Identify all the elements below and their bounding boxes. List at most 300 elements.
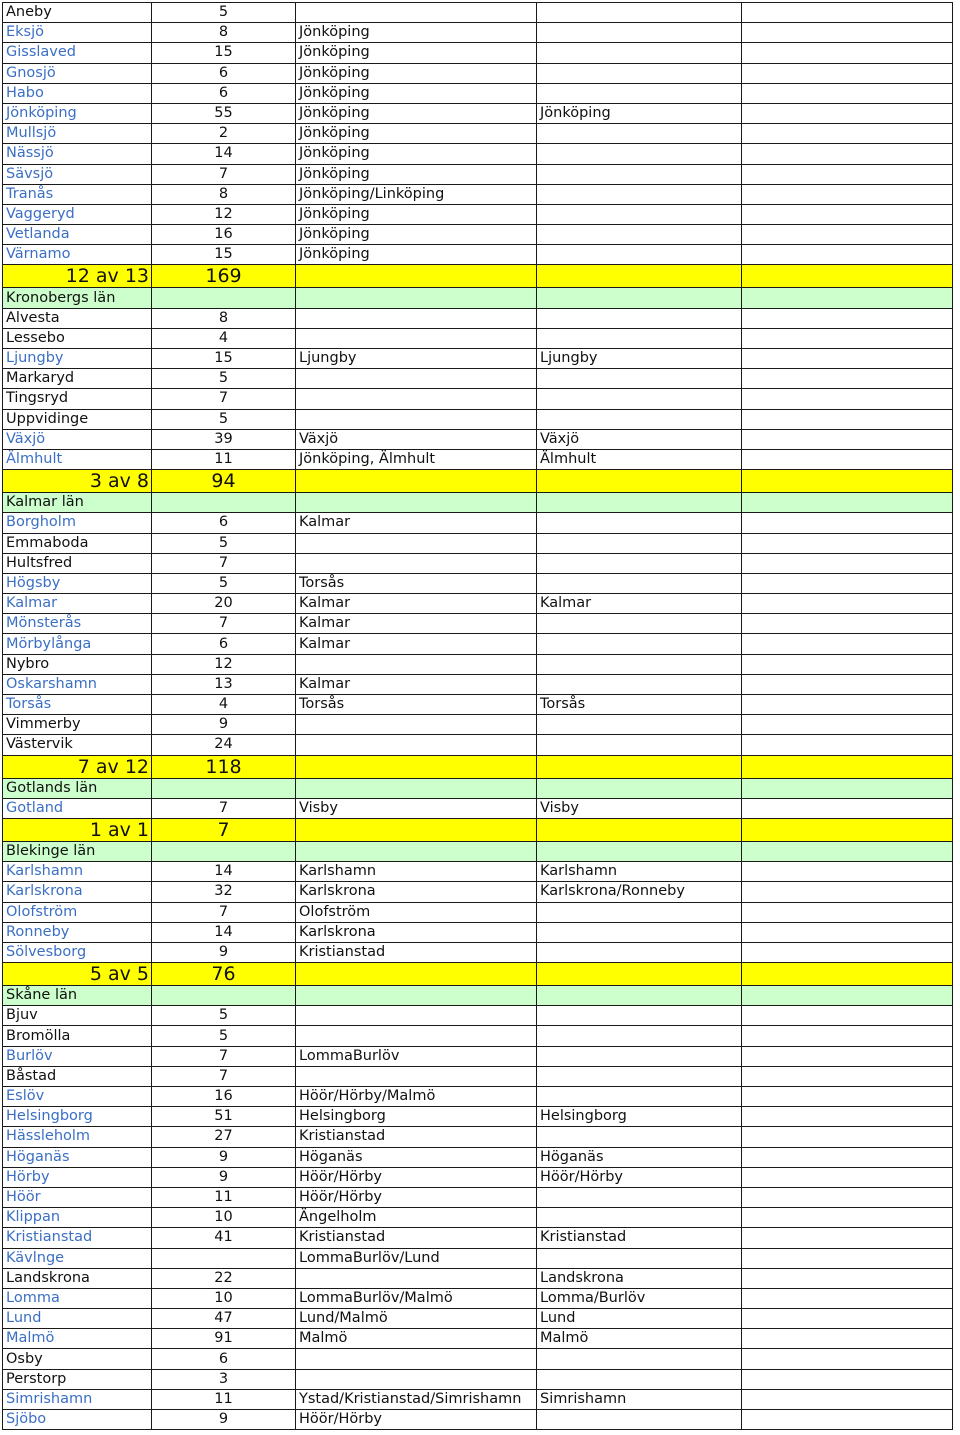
municipality-name-cell[interactable]: Emmaboda [3,533,152,553]
count-cell[interactable]: 32 [152,882,296,902]
location-secondary-cell[interactable] [537,614,742,634]
location-cell[interactable]: Lund/Malmö [296,1309,537,1329]
count-cell[interactable]: 6 [152,513,296,533]
table-cell[interactable] [742,449,953,469]
summary-total-cell[interactable]: 118 [152,755,296,778]
table-cell[interactable] [742,349,953,369]
municipality-name-cell[interactable]: Markaryd [3,369,152,389]
location-secondary-cell[interactable] [537,23,742,43]
location-secondary-cell[interactable]: Simrishamn [537,1389,742,1409]
municipality-name-cell[interactable]: Oskarshamn [3,674,152,694]
table-cell[interactable] [537,470,742,493]
location-cell[interactable]: Visby [296,798,537,818]
location-secondary-cell[interactable] [537,1187,742,1207]
municipality-name-cell[interactable]: Vimmerby [3,715,152,735]
location-cell[interactable]: LommaBurlöv/Malmö [296,1288,537,1308]
municipality-name-cell[interactable]: Tingsryd [3,389,152,409]
table-cell[interactable] [742,922,953,942]
location-cell[interactable]: Jönköping/Linköping [296,184,537,204]
table-cell[interactable] [742,902,953,922]
location-cell[interactable]: Jönköping [296,63,537,83]
municipality-name-cell[interactable]: Kävlnge [3,1248,152,1268]
municipality-name-cell[interactable]: Lessebo [3,328,152,348]
municipality-name-cell[interactable]: Lomma [3,1288,152,1308]
count-cell[interactable]: 5 [152,3,296,23]
location-cell[interactable]: LommaBurlöv [296,1046,537,1066]
location-cell[interactable] [296,308,537,328]
location-secondary-cell[interactable] [537,1208,742,1228]
table-cell[interactable] [152,986,296,1006]
municipality-name-cell[interactable]: Uppvidinge [3,409,152,429]
count-cell[interactable]: 6 [152,1349,296,1369]
count-cell[interactable]: 14 [152,922,296,942]
summary-coverage-cell[interactable]: 1 av 1 [3,818,152,841]
count-cell[interactable]: 6 [152,83,296,103]
location-secondary-cell[interactable] [537,204,742,224]
table-cell[interactable] [152,288,296,308]
table-cell[interactable] [742,1187,953,1207]
location-secondary-cell[interactable]: Kalmar [537,594,742,614]
location-secondary-cell[interactable] [537,902,742,922]
municipality-name-cell[interactable]: Tranås [3,184,152,204]
location-secondary-cell[interactable] [537,328,742,348]
location-secondary-cell[interactable] [537,389,742,409]
municipality-name-cell[interactable]: Klippan [3,1208,152,1228]
municipality-name-cell[interactable]: Perstorp [3,1369,152,1389]
table-cell[interactable] [296,986,537,1006]
municipality-name-cell[interactable]: Malmö [3,1329,152,1349]
table-cell[interactable] [742,1268,953,1288]
location-secondary-cell[interactable] [537,1410,742,1430]
location-cell[interactable]: Helsingborg [296,1107,537,1127]
count-cell[interactable]: 11 [152,1389,296,1409]
municipality-name-cell[interactable]: Mullsjö [3,124,152,144]
count-cell[interactable]: 7 [152,164,296,184]
location-cell[interactable] [296,409,537,429]
count-cell[interactable]: 6 [152,634,296,654]
table-cell[interactable] [742,43,953,63]
table-cell[interactable] [742,103,953,123]
table-cell[interactable] [742,265,953,288]
location-cell[interactable]: LommaBurlöv/Lund [296,1248,537,1268]
count-cell[interactable]: 9 [152,715,296,735]
table-cell[interactable] [742,470,953,493]
location-cell[interactable] [296,1006,537,1026]
municipality-name-cell[interactable]: Nybro [3,654,152,674]
count-cell[interactable]: 15 [152,43,296,63]
count-cell[interactable]: 12 [152,654,296,674]
count-cell[interactable]: 10 [152,1288,296,1308]
municipality-name-cell[interactable]: Ronneby [3,922,152,942]
table-cell[interactable] [537,963,742,986]
location-secondary-cell[interactable] [537,83,742,103]
location-cell[interactable]: Ystad/Kristianstad/Simrishamn [296,1389,537,1409]
location-secondary-cell[interactable] [537,1248,742,1268]
municipality-name-cell[interactable]: Osby [3,1349,152,1369]
municipality-name-cell[interactable]: Vetlanda [3,225,152,245]
count-cell[interactable]: 16 [152,225,296,245]
municipality-name-cell[interactable]: Sävsjö [3,164,152,184]
count-cell[interactable]: 5 [152,533,296,553]
count-cell[interactable]: 7 [152,389,296,409]
location-cell[interactable]: Kalmar [296,614,537,634]
municipality-name-cell[interactable]: Mörbylånga [3,634,152,654]
count-cell[interactable]: 12 [152,204,296,224]
location-secondary-cell[interactable] [537,63,742,83]
table-cell[interactable] [537,986,742,1006]
municipality-name-cell[interactable]: Helsingborg [3,1107,152,1127]
municipality-name-cell[interactable]: Aneby [3,3,152,23]
location-secondary-cell[interactable] [537,513,742,533]
table-cell[interactable] [296,841,537,861]
count-cell[interactable]: 14 [152,144,296,164]
table-cell[interactable] [537,755,742,778]
table-cell[interactable] [152,778,296,798]
table-cell[interactable] [296,470,537,493]
count-cell[interactable]: 6 [152,63,296,83]
location-secondary-cell[interactable] [537,533,742,553]
location-secondary-cell[interactable] [537,184,742,204]
location-cell[interactable]: Jönköping [296,103,537,123]
location-cell[interactable]: Torsås [296,573,537,593]
county-name-cell[interactable]: Blekinge län [3,841,152,861]
table-cell[interactable] [742,1087,953,1107]
location-cell[interactable] [296,1026,537,1046]
table-cell[interactable] [742,755,953,778]
table-cell[interactable] [742,1349,953,1369]
municipality-name-cell[interactable]: Höör [3,1187,152,1207]
table-cell[interactable] [742,164,953,184]
municipality-name-cell[interactable]: Olofström [3,902,152,922]
municipality-name-cell[interactable]: Karlshamn [3,862,152,882]
municipality-name-cell[interactable]: Gnosjö [3,63,152,83]
table-cell[interactable] [742,63,953,83]
table-cell[interactable] [742,1389,953,1409]
table-cell[interactable] [742,308,953,328]
count-cell[interactable]: 9 [152,1147,296,1167]
municipality-name-cell[interactable]: Burlöv [3,1046,152,1066]
table-cell[interactable] [742,144,953,164]
table-cell[interactable] [742,1167,953,1187]
table-cell[interactable] [296,963,537,986]
table-cell[interactable] [742,862,953,882]
location-cell[interactable]: Jönköping [296,164,537,184]
count-cell[interactable]: 9 [152,1167,296,1187]
location-cell[interactable] [296,654,537,674]
table-cell[interactable] [742,553,953,573]
summary-total-cell[interactable]: 7 [152,818,296,841]
count-cell[interactable]: 16 [152,1087,296,1107]
table-cell[interactable] [742,1127,953,1147]
location-cell[interactable]: Växjö [296,429,537,449]
location-secondary-cell[interactable] [537,573,742,593]
municipality-name-cell[interactable]: Lund [3,1309,152,1329]
municipality-name-cell[interactable]: Hässleholm [3,1127,152,1147]
location-cell[interactable]: Karlskrona [296,922,537,942]
count-cell[interactable]: 7 [152,798,296,818]
count-cell[interactable]: 3 [152,1369,296,1389]
count-cell[interactable]: 20 [152,594,296,614]
municipality-name-cell[interactable]: Hultsfred [3,553,152,573]
count-cell[interactable]: 13 [152,674,296,694]
table-cell[interactable] [742,1369,953,1389]
county-name-cell[interactable]: Kronobergs län [3,288,152,308]
count-cell[interactable]: 27 [152,1127,296,1147]
location-cell[interactable] [296,553,537,573]
count-cell[interactable]: 11 [152,449,296,469]
table-cell[interactable] [742,963,953,986]
table-cell[interactable] [742,695,953,715]
table-cell[interactable] [742,1026,953,1046]
municipality-name-cell[interactable]: Sölvesborg [3,942,152,962]
location-secondary-cell[interactable] [537,3,742,23]
municipality-name-cell[interactable]: Högsby [3,573,152,593]
table-cell[interactable] [742,1066,953,1086]
count-cell[interactable]: 5 [152,369,296,389]
location-cell[interactable] [296,1268,537,1288]
table-cell[interactable] [742,942,953,962]
location-cell[interactable]: Jönköping [296,83,537,103]
location-secondary-cell[interactable] [537,553,742,573]
count-cell[interactable]: 7 [152,553,296,573]
table-cell[interactable] [742,818,953,841]
location-cell[interactable]: Torsås [296,695,537,715]
location-cell[interactable]: Jönköping, Älmhult [296,449,537,469]
count-cell[interactable]: 8 [152,184,296,204]
location-secondary-cell[interactable] [537,1066,742,1086]
table-cell[interactable] [742,1046,953,1066]
count-cell[interactable]: 9 [152,1410,296,1430]
location-cell[interactable]: Jönköping [296,204,537,224]
location-secondary-cell[interactable]: Jönköping [537,103,742,123]
municipality-name-cell[interactable]: Gotland [3,798,152,818]
municipality-name-cell[interactable]: Höganäs [3,1147,152,1167]
table-cell[interactable] [537,841,742,861]
table-cell[interactable] [742,533,953,553]
municipality-name-cell[interactable]: Värnamo [3,245,152,265]
location-secondary-cell[interactable]: Malmö [537,1329,742,1349]
location-cell[interactable] [296,389,537,409]
count-cell[interactable]: 5 [152,409,296,429]
table-cell[interactable] [742,184,953,204]
county-name-cell[interactable]: Skåne län [3,986,152,1006]
location-secondary-cell[interactable] [537,124,742,144]
summary-total-cell[interactable]: 94 [152,470,296,493]
location-cell[interactable]: Karlshamn [296,862,537,882]
location-secondary-cell[interactable] [537,735,742,755]
count-cell[interactable]: 8 [152,308,296,328]
municipality-name-cell[interactable]: Kalmar [3,594,152,614]
location-cell[interactable] [296,3,537,23]
location-cell[interactable]: Höganäs [296,1147,537,1167]
location-secondary-cell[interactable] [537,922,742,942]
location-secondary-cell[interactable] [537,715,742,735]
location-secondary-cell[interactable] [537,1026,742,1046]
location-secondary-cell[interactable] [537,1349,742,1369]
count-cell[interactable]: 2 [152,124,296,144]
location-cell[interactable]: Höör/Hörby [296,1167,537,1187]
location-secondary-cell[interactable]: Karlshamn [537,862,742,882]
table-cell[interactable] [537,493,742,513]
summary-total-cell[interactable]: 169 [152,265,296,288]
table-cell[interactable] [742,1228,953,1248]
table-cell[interactable] [742,1248,953,1268]
count-cell[interactable]: 5 [152,573,296,593]
table-cell[interactable] [742,23,953,43]
count-cell[interactable]: 51 [152,1107,296,1127]
location-secondary-cell[interactable]: Torsås [537,695,742,715]
municipality-name-cell[interactable]: Gisslaved [3,43,152,63]
table-cell[interactable] [742,594,953,614]
location-cell[interactable] [296,369,537,389]
table-cell[interactable] [742,1288,953,1308]
location-secondary-cell[interactable]: Kristianstad [537,1228,742,1248]
table-cell[interactable] [296,818,537,841]
location-cell[interactable]: Karlskrona [296,882,537,902]
table-cell[interactable] [742,288,953,308]
location-secondary-cell[interactable] [537,1127,742,1147]
municipality-name-cell[interactable]: Karlskrona [3,882,152,902]
municipality-name-cell[interactable]: Bromölla [3,1026,152,1046]
location-secondary-cell[interactable]: Lomma/Burlöv [537,1288,742,1308]
location-secondary-cell[interactable]: Höör/Hörby [537,1167,742,1187]
table-cell[interactable] [152,493,296,513]
county-name-cell[interactable]: Kalmar län [3,493,152,513]
municipality-name-cell[interactable]: Alvesta [3,308,152,328]
table-cell[interactable] [296,493,537,513]
table-cell[interactable] [742,1147,953,1167]
table-cell[interactable] [742,3,953,23]
table-cell[interactable] [742,614,953,634]
table-cell[interactable] [742,409,953,429]
location-cell[interactable]: Höör/Hörby/Malmö [296,1087,537,1107]
table-cell[interactable] [742,513,953,533]
municipality-name-cell[interactable]: Torsås [3,695,152,715]
location-secondary-cell[interactable] [537,225,742,245]
location-cell[interactable]: Jönköping [296,225,537,245]
count-cell[interactable]: 14 [152,862,296,882]
location-cell[interactable]: Jönköping [296,43,537,63]
municipality-name-cell[interactable]: Ljungby [3,349,152,369]
count-cell[interactable]: 7 [152,902,296,922]
location-cell[interactable]: Jönköping [296,245,537,265]
location-cell[interactable]: Kalmar [296,513,537,533]
location-cell[interactable] [296,1066,537,1086]
location-secondary-cell[interactable] [537,674,742,694]
location-secondary-cell[interactable] [537,1046,742,1066]
table-cell[interactable] [742,369,953,389]
table-cell[interactable] [296,265,537,288]
municipality-name-cell[interactable]: Bjuv [3,1006,152,1026]
count-cell[interactable]: 24 [152,735,296,755]
table-cell[interactable] [742,389,953,409]
location-cell[interactable]: Malmö [296,1329,537,1349]
location-cell[interactable]: Jönköping [296,23,537,43]
location-secondary-cell[interactable]: Höganäs [537,1147,742,1167]
municipality-name-cell[interactable]: Habo [3,83,152,103]
count-cell[interactable]: 7 [152,1046,296,1066]
table-cell[interactable] [296,288,537,308]
location-cell[interactable]: Kristianstad [296,1228,537,1248]
table-cell[interactable] [537,288,742,308]
table-cell[interactable] [742,573,953,593]
table-cell[interactable] [742,1410,953,1430]
municipality-name-cell[interactable]: Landskrona [3,1268,152,1288]
table-cell[interactable] [296,755,537,778]
location-cell[interactable]: Kalmar [296,634,537,654]
count-cell[interactable]: 4 [152,328,296,348]
count-cell[interactable]: 5 [152,1006,296,1026]
table-cell[interactable] [742,493,953,513]
table-cell[interactable] [742,1006,953,1026]
municipality-name-cell[interactable]: Nässjö [3,144,152,164]
location-cell[interactable]: Ängelholm [296,1208,537,1228]
table-cell[interactable] [742,882,953,902]
count-cell[interactable]: 7 [152,1066,296,1086]
table-cell[interactable] [742,245,953,265]
municipality-name-cell[interactable]: Jönköping [3,103,152,123]
location-secondary-cell[interactable] [537,164,742,184]
location-secondary-cell[interactable] [537,1006,742,1026]
location-cell[interactable]: Kalmar [296,594,537,614]
municipality-name-cell[interactable]: Hörby [3,1167,152,1187]
table-cell[interactable] [742,674,953,694]
location-secondary-cell[interactable] [537,1369,742,1389]
count-cell[interactable]: 10 [152,1208,296,1228]
location-secondary-cell[interactable] [537,369,742,389]
location-secondary-cell[interactable]: Landskrona [537,1268,742,1288]
table-cell[interactable] [742,204,953,224]
municipality-name-cell[interactable]: Eslöv [3,1087,152,1107]
count-cell[interactable]: 55 [152,103,296,123]
table-cell[interactable] [537,265,742,288]
table-cell[interactable] [742,986,953,1006]
count-cell[interactable]: 15 [152,245,296,265]
location-secondary-cell[interactable] [537,245,742,265]
count-cell[interactable]: 9 [152,942,296,962]
location-secondary-cell[interactable]: Ljungby [537,349,742,369]
location-cell[interactable]: Kristianstad [296,942,537,962]
location-secondary-cell[interactable] [537,43,742,63]
table-cell[interactable] [742,735,953,755]
table-cell[interactable] [537,818,742,841]
location-cell[interactable]: Jönköping [296,124,537,144]
table-cell[interactable] [537,778,742,798]
count-cell[interactable] [152,1248,296,1268]
count-cell[interactable]: 47 [152,1309,296,1329]
count-cell[interactable]: 8 [152,23,296,43]
location-secondary-cell[interactable] [537,1087,742,1107]
location-secondary-cell[interactable] [537,409,742,429]
location-cell[interactable]: Olofström [296,902,537,922]
table-cell[interactable] [152,841,296,861]
location-cell[interactable] [296,715,537,735]
table-cell[interactable] [742,1309,953,1329]
table-cell[interactable] [742,328,953,348]
table-cell[interactable] [742,778,953,798]
location-cell[interactable]: Jönköping [296,144,537,164]
table-cell[interactable] [742,798,953,818]
table-cell[interactable] [296,778,537,798]
count-cell[interactable]: 11 [152,1187,296,1207]
count-cell[interactable]: 22 [152,1268,296,1288]
municipality-name-cell[interactable]: Kristianstad [3,1228,152,1248]
table-cell[interactable] [742,715,953,735]
table-cell[interactable] [742,1107,953,1127]
count-cell[interactable]: 4 [152,695,296,715]
summary-coverage-cell[interactable]: 3 av 8 [3,470,152,493]
location-cell[interactable]: Ljungby [296,349,537,369]
